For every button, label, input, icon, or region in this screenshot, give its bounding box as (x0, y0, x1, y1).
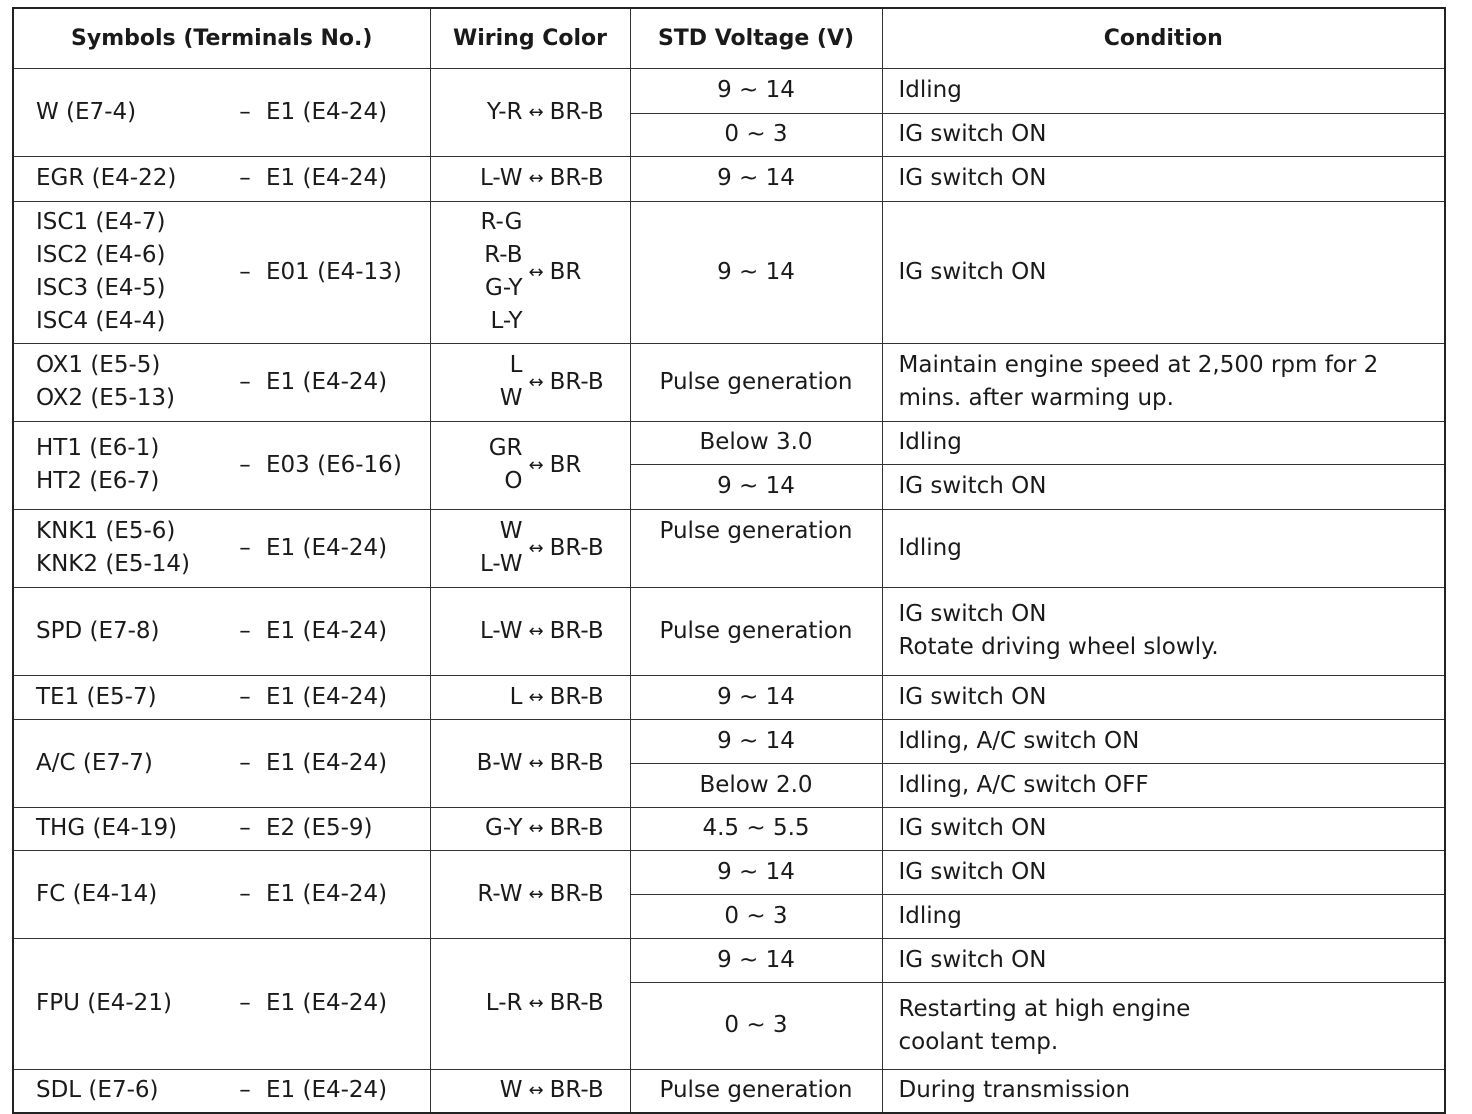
ground-wire-color: BR-B (549, 880, 604, 907)
symbols-cell (13, 201, 430, 343)
symbols-cell (13, 719, 430, 807)
wiring-group (451, 615, 630, 648)
table-row (13, 1069, 1445, 1113)
condition-cell: Maintain engine speed at 2,500 rpm for 2 mins. after warming up. (882, 343, 1445, 421)
symbols-cell (13, 587, 430, 675)
ground-terminal: E1 (E4-24) (266, 368, 388, 395)
ground-terminal: E1 (E4-24) (266, 990, 388, 1016)
dash-separator: – (239, 617, 251, 644)
std-voltage-cell: Below 3.0 (630, 421, 882, 464)
wire-colors: L-R (485, 990, 523, 1016)
terminal-symbols: TE1 (E5-7) (36, 683, 157, 710)
terminal-symbols: ISC1 (E4-7) ISC2 (E4-6) ISC3 (E4-5) ISC4 (E4-4) (36, 209, 166, 334)
wiring-color-cell (430, 421, 630, 509)
double-arrow-icon: ↔ (528, 537, 544, 559)
table-body (13, 68, 1445, 1113)
wiring-group (451, 432, 630, 498)
std-voltage-cell: 9 ~ 14 (630, 850, 882, 894)
wiring-color-cell (430, 156, 630, 201)
wire-colors: B-W (476, 749, 523, 776)
symbols-group (36, 987, 430, 1020)
ground-terminal: E03 (E6-16) (266, 451, 402, 478)
condition-cell: Idling (882, 894, 1445, 938)
wiring-group (451, 812, 630, 845)
ground-terminal: E1 (E4-24) (266, 98, 388, 125)
condition-cell: Restarting at high engine coolant temp. (882, 982, 1445, 1069)
symbols-group (36, 96, 430, 129)
table-row (13, 719, 1445, 763)
ground-terminal: E1 (E4-24) (266, 1077, 388, 1104)
wiring-color-cell (430, 343, 630, 421)
std-voltage-cell: Pulse generation (630, 343, 882, 421)
wiring-color-cell (430, 719, 630, 807)
wiring-group (451, 1074, 630, 1107)
symbols-cell (13, 421, 430, 509)
condition-cell: IG switch ON (882, 850, 1445, 894)
symbols-group (36, 349, 430, 415)
table-row (13, 675, 1445, 719)
dash-separator: – (239, 880, 251, 907)
condition-cell: Idling (882, 421, 1445, 464)
symbols-group (36, 515, 430, 581)
symbols-cell (13, 1069, 430, 1113)
dash-separator: – (239, 683, 251, 710)
terminal-symbols: W (E7-4) (36, 98, 137, 125)
condition-cell: Idling, A/C switch ON (882, 719, 1445, 763)
condition-cell: Idling, A/C switch OFF (882, 763, 1445, 807)
wiring-color-cell (430, 1069, 630, 1113)
table-row (13, 509, 1445, 587)
ground-terminal: E1 (E4-24) (266, 165, 388, 191)
wiring-group (451, 681, 630, 714)
wiring-group (451, 349, 630, 415)
condition-cell: IG switch ON (882, 675, 1445, 719)
wiring-color-cell (430, 68, 630, 156)
table-row (13, 850, 1445, 894)
ground-terminal: E1 (E4-24) (266, 617, 388, 644)
symbols-cell (13, 938, 430, 1069)
dash-separator: – (239, 990, 251, 1016)
terminal-symbols: FC (E4-14) (36, 880, 158, 907)
wiring-group (451, 206, 630, 338)
dash-separator: – (239, 749, 251, 776)
ground-wire-color: BR-B (549, 98, 604, 125)
ground-terminal: E1 (E4-24) (266, 534, 388, 561)
dash-separator: – (239, 165, 251, 191)
std-voltage-cell: 9 ~ 14 (630, 156, 882, 201)
symbols-cell (13, 343, 430, 421)
symbols-cell (13, 850, 430, 938)
ground-wire-color: BR-B (549, 683, 604, 710)
wire-colors: L-W (479, 617, 523, 644)
wiring-color-cell (430, 850, 630, 938)
terminal-symbols: THG (E4-19) (36, 815, 178, 841)
table-row (13, 156, 1445, 201)
ground-wire-color: BR (549, 258, 582, 285)
terminal-symbols: SDL (E7-6) (36, 1077, 159, 1104)
wiring-color-cell (430, 201, 630, 343)
symbols-cell (13, 68, 430, 156)
std-voltage-cell: 0 ~ 3 (630, 982, 882, 1069)
std-voltage-cell: 4.5 ~ 5.5 (630, 807, 882, 850)
header-std-voltage: STD Voltage (V) (630, 8, 882, 68)
condition-cell: IG switch ON (882, 156, 1445, 201)
wiring-color-cell (430, 938, 630, 1069)
ground-wire-color: BR-B (549, 165, 604, 191)
table-row (13, 201, 1445, 343)
condition-cell: IG switch ON (882, 201, 1445, 343)
wire-colors: R-W (477, 880, 523, 907)
std-voltage-cell: Below 2.0 (630, 763, 882, 807)
ground-wire-color: BR-B (549, 1077, 604, 1104)
std-voltage-cell: 9 ~ 14 (630, 675, 882, 719)
terminal-voltage-table (12, 7, 1446, 1114)
std-voltage-cell: 0 ~ 3 (630, 894, 882, 938)
wiring-group (451, 987, 630, 1020)
double-arrow-icon: ↔ (528, 1080, 544, 1102)
double-arrow-icon: ↔ (528, 261, 544, 283)
table-row (13, 421, 1445, 464)
wire-colors: W L-W (479, 518, 523, 577)
terminal-symbols: SPD (E7-8) (36, 617, 160, 644)
symbols-group (36, 1074, 430, 1107)
wiring-color-cell (430, 587, 630, 675)
std-voltage-cell: 9 ~ 14 (630, 719, 882, 763)
symbols-cell (13, 156, 430, 201)
symbols-group (36, 206, 430, 338)
wire-colors: L W (499, 352, 523, 411)
terminal-symbols: A/C (E7-7) (36, 749, 153, 776)
condition-cell: IG switch ON (882, 938, 1445, 982)
ground-terminal: E1 (E4-24) (266, 880, 388, 907)
wiring-group (451, 96, 630, 129)
terminal-symbols: HT1 (E6-1) HT2 (E6-7) (36, 435, 160, 494)
wire-colors: L-W (479, 165, 523, 191)
ground-terminal: E01 (E4-13) (266, 258, 402, 285)
terminal-symbols: FPU (E4-21) (36, 990, 172, 1016)
ground-wire-color: BR-B (549, 617, 604, 644)
wiring-group (451, 878, 630, 911)
condition-cell: Idling (882, 509, 1445, 587)
std-voltage-cell: 9 ~ 14 (630, 201, 882, 343)
condition-cell: Idling (882, 68, 1445, 113)
symbols-group (36, 615, 430, 648)
ground-terminal: E1 (E4-24) (266, 749, 388, 776)
table-row (13, 938, 1445, 982)
ground-terminal: E1 (E4-24) (266, 683, 388, 710)
header-symbols: Symbols (Terminals No.) (13, 8, 430, 68)
symbols-cell (13, 807, 430, 850)
symbols-cell (13, 675, 430, 719)
dash-separator: – (239, 815, 251, 841)
double-arrow-icon: ↔ (528, 371, 544, 393)
double-arrow-icon: ↔ (528, 620, 544, 642)
wire-colors: Y-R (486, 98, 523, 125)
ground-terminal: E2 (E5-9) (266, 815, 373, 841)
symbols-group (36, 162, 430, 195)
symbols-group (36, 432, 430, 498)
terminal-symbols: KNK1 (E5-6) KNK2 (E5-14) (36, 518, 190, 577)
wiring-color-cell (430, 509, 630, 587)
wiring-group (451, 747, 630, 780)
wire-colors: L (509, 683, 523, 710)
symbols-group (36, 878, 430, 911)
dash-separator: – (239, 1077, 251, 1104)
dash-separator: – (239, 368, 251, 395)
ground-wire-color: BR-B (549, 749, 604, 776)
wiring-color-cell (430, 807, 630, 850)
table-row (13, 587, 1445, 675)
symbols-group (36, 812, 430, 845)
ground-wire-color: BR-B (549, 815, 604, 841)
double-arrow-icon: ↔ (528, 883, 544, 905)
condition-cell: IG switch ON (882, 464, 1445, 509)
dash-separator: – (239, 258, 251, 285)
wire-colors: GR O (488, 435, 523, 494)
std-voltage-cell: Pulse generation (630, 1069, 882, 1113)
std-voltage-cell: Pulse generation (630, 509, 882, 587)
wire-colors: G-Y (485, 815, 523, 841)
double-arrow-icon: ↔ (528, 686, 544, 708)
ground-wire-color: BR-B (549, 368, 604, 395)
double-arrow-icon: ↔ (528, 454, 544, 476)
std-voltage-cell: 9 ~ 14 (630, 464, 882, 509)
dash-separator: – (239, 534, 251, 561)
ground-wire-color: BR-B (549, 534, 604, 561)
table-row (13, 807, 1445, 850)
double-arrow-icon: ↔ (528, 818, 544, 839)
header-condition: Condition (882, 8, 1445, 68)
std-voltage-cell: 9 ~ 14 (630, 938, 882, 982)
wiring-group (451, 162, 630, 195)
header-wiring-color: Wiring Color (430, 8, 630, 68)
condition-cell: IG switch ON (882, 113, 1445, 156)
symbols-group (36, 747, 430, 780)
wire-colors: R-G R-B G-Y L-Y (480, 209, 523, 334)
symbols-group (36, 681, 430, 714)
header-row (13, 8, 1445, 68)
double-arrow-icon: ↔ (528, 101, 544, 123)
condition-cell: IG switch ON Rotate driving wheel slowly. (882, 587, 1445, 675)
symbols-cell (13, 509, 430, 587)
table-row (13, 68, 1445, 113)
terminal-symbols: EGR (E4-22) (36, 165, 177, 191)
condition-cell: IG switch ON (882, 807, 1445, 850)
table-row (13, 343, 1445, 421)
std-voltage-cell: Pulse generation (630, 587, 882, 675)
double-arrow-icon: ↔ (528, 993, 544, 1014)
dash-separator: – (239, 451, 251, 478)
double-arrow-icon: ↔ (528, 752, 544, 774)
condition-cell: During transmission (882, 1069, 1445, 1113)
std-voltage-cell: 9 ~ 14 (630, 68, 882, 113)
wiring-color-cell (430, 675, 630, 719)
wire-colors: W (499, 1077, 523, 1104)
terminal-symbols: OX1 (E5-5) OX2 (E5-13) (36, 352, 176, 411)
double-arrow-icon: ↔ (528, 168, 544, 189)
std-voltage-cell: 0 ~ 3 (630, 113, 882, 156)
dash-separator: – (239, 98, 251, 125)
ground-wire-color: BR (549, 451, 582, 478)
ground-wire-color: BR-B (549, 990, 604, 1016)
wiring-group (451, 515, 630, 581)
